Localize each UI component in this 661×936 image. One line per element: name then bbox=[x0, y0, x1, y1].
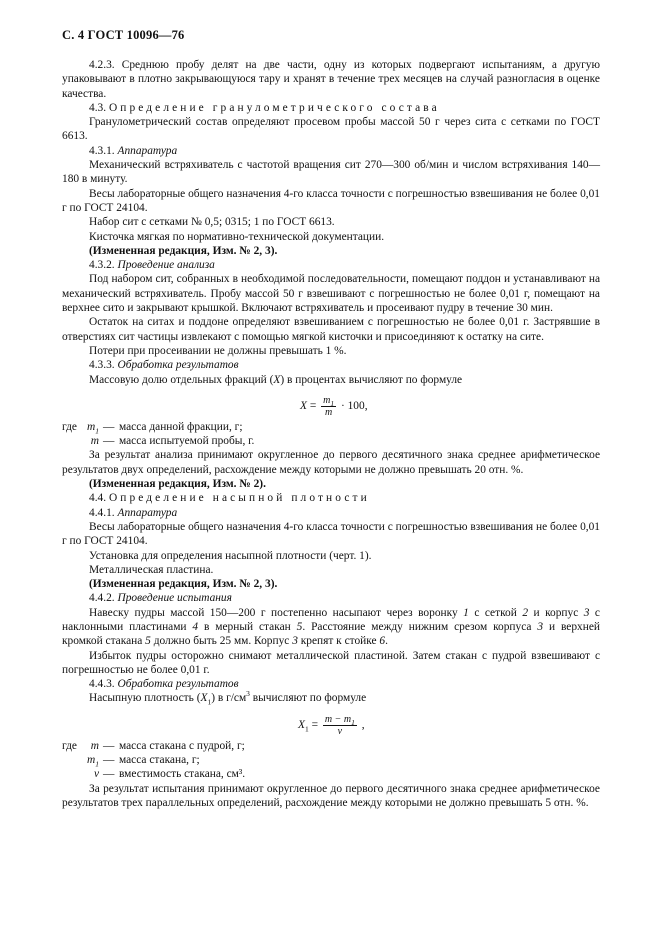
formula-legend bbox=[62, 420, 600, 449]
section-title: Аппаратура bbox=[117, 144, 178, 157]
paragraph: Кисточка мягкая по нормативно-технической документации. bbox=[89, 230, 385, 243]
legend-row bbox=[62, 420, 600, 434]
section-number: 4.4.2. bbox=[89, 592, 115, 605]
text: ) в г/см bbox=[211, 692, 247, 705]
paragraph: Гранулометрический состав определяют просевом пробы массой 50 г через сита с сетками по ГОСТ 6613. bbox=[62, 116, 600, 143]
legend-subscript: 1 bbox=[95, 759, 99, 769]
subsection-4-3-3-heading bbox=[62, 358, 600, 372]
text: с сеткой bbox=[468, 606, 523, 619]
legend-symbol: m bbox=[90, 435, 99, 448]
subsection-4-4-1-heading bbox=[62, 506, 600, 520]
legend-lead: где bbox=[62, 420, 77, 433]
numerator-symbol: m bbox=[323, 394, 331, 406]
legend-row bbox=[62, 753, 600, 767]
paragraph: Набор сит с сетками № 0,5; 0315; 1 по ГОСТ 6613. bbox=[89, 216, 335, 229]
paragraph: Весы лабораторные общего назначения 4-го класса точности с погрешностью взвешивания не более 0,01 г по ГОСТ 24104. bbox=[62, 187, 600, 214]
formula-tail: , bbox=[361, 718, 365, 731]
section-title: Аппаратура bbox=[117, 506, 178, 519]
paragraph: Механический встряхиватель с частотой вращения сит 270—300 об/мин и числом встряхивания 140—180 в минуту. bbox=[62, 159, 600, 186]
paragraph bbox=[62, 691, 600, 705]
paragraph: За результат испытания принимают округленное до первого десятичного знака среднее арифметическое результатов трех параллельных определений, расхождение между которыми не должно превышать 5 отн. %. bbox=[62, 782, 600, 809]
text: в мерный стакан bbox=[198, 620, 297, 633]
figure-reference-number: 6 bbox=[379, 635, 386, 648]
section-number: 4.3. bbox=[89, 101, 107, 114]
figure-reference-number: 5 bbox=[145, 635, 151, 648]
legend-text: масса данной фракции, г; bbox=[119, 420, 243, 433]
edition-note: (Измененная редакция, Изм. № 2). bbox=[89, 478, 266, 491]
text: Навеску пудры массой 150—200 г постепенно насыпают через воронку bbox=[89, 606, 464, 619]
formula-equals: = bbox=[311, 718, 319, 731]
fraction-numerator bbox=[323, 714, 357, 726]
section-number: 4.4. bbox=[89, 492, 107, 505]
document-body bbox=[62, 58, 600, 810]
text: Массовую долю отдельных фракций ( bbox=[89, 373, 274, 386]
fraction-denominator: v bbox=[337, 725, 343, 737]
text: Насыпную плотность ( bbox=[89, 692, 201, 705]
section-number: 4.4.3. bbox=[89, 678, 115, 691]
edition-note: (Измененная редакция, Изм. № 2, 3). bbox=[89, 244, 278, 257]
legend-dash: — bbox=[103, 754, 115, 767]
numerator-symbol: m − m bbox=[324, 713, 352, 725]
legend-symbol: v bbox=[93, 768, 99, 781]
section-number: 4.3.3. bbox=[89, 359, 115, 372]
legend-symbol: $m_1$ bbox=[87, 420, 99, 436]
legend-dash: — bbox=[103, 768, 115, 781]
section-title: Проведение анализа bbox=[117, 259, 215, 272]
section-number: 4.3.1. bbox=[89, 144, 115, 157]
formula-lhs-subscript: 1 bbox=[304, 724, 309, 734]
text: . Расстояние между нижним срезом корпуса bbox=[302, 620, 538, 633]
text: крепят к стойке bbox=[297, 635, 380, 648]
legend-row bbox=[62, 739, 600, 753]
subsection-4-3-1-heading bbox=[62, 144, 600, 158]
formula-fraction bbox=[323, 714, 357, 737]
formula-lhs: X bbox=[298, 718, 305, 731]
formula-tail: · 100, bbox=[340, 399, 368, 412]
legend-text: масса испытуемой пробы, г. bbox=[119, 435, 255, 448]
figure-reference-number: 5 bbox=[296, 620, 303, 633]
paragraph: Остаток на ситах и поддоне определяют взвешиванием с погрешностью не более 0,01 г. Застрявшие в отверстиях сит частицы извлекают с помощью мягкой кисточки и присоединяют к остатку на сите. bbox=[62, 316, 600, 343]
formula-content bbox=[300, 395, 368, 418]
paragraph bbox=[62, 373, 600, 387]
legend-text: масса стакана с пудрой, г; bbox=[119, 739, 245, 752]
legend-lead: где bbox=[62, 739, 77, 752]
paragraph: Избыток пудры осторожно снимают металлической пластиной. Затем стакан с пудрой взвешивают с погрешностью не более 0,01 г. bbox=[62, 649, 600, 676]
figure-reference-number: 2 bbox=[522, 606, 529, 619]
text: . bbox=[385, 635, 388, 648]
variable: X bbox=[273, 373, 281, 386]
legend-symbol: m bbox=[90, 739, 99, 752]
paragraph: За результат анализа принимают округленное до первого десятичного знака среднее арифметическое результатов двух определений, расхождение между которыми не должно превышать 20 отн. %. bbox=[62, 449, 600, 476]
formula-fraction-x bbox=[62, 387, 600, 420]
section-title: Обработка результатов bbox=[117, 359, 239, 372]
section-title: Определение гранулометрического состава bbox=[108, 101, 440, 114]
formula-bulk-density bbox=[62, 706, 600, 739]
legend-dash: — bbox=[103, 739, 115, 752]
legend-symbol: $m_1$ bbox=[87, 754, 99, 769]
text: и корпус bbox=[528, 606, 584, 619]
formula-lhs: X bbox=[300, 399, 307, 412]
figure-reference-number: 1 bbox=[463, 606, 469, 619]
paragraph: Под набором сит, собранных в необходимой последовательности, помещают поддон и устанавливают на механический встряхиватель. Пробу массой 50 г взвешивают с погрешностью не более 0,01 г, помещают на верхнее сито и закрывают крышкой. Включают встряхиватель и просеивают пудру в течение 30 мин. bbox=[62, 273, 600, 315]
legend-subscript: 1 bbox=[95, 426, 99, 436]
paragraph-4-2-3: 4.2.3. Среднюю пробу делят на две части, одну из которых подвергают испытаниям, а другую упаковывают в плотно закрывающуюся тару и хранят в течение трех месяцев на случай разногласия в оценке качества. bbox=[62, 59, 600, 100]
edition-note: (Измененная редакция, Изм. № 2, 3). bbox=[89, 578, 278, 591]
figure-reference-number: 3 bbox=[537, 620, 544, 633]
section-number: 4.4.1. bbox=[89, 506, 115, 519]
formula-content bbox=[298, 714, 365, 737]
section-title: Обработка результатов bbox=[117, 678, 239, 691]
text: ) в процентах вычисляют по формуле bbox=[280, 373, 463, 386]
subsection-4-4-2-heading bbox=[62, 591, 600, 605]
figure-reference-number: 3 bbox=[583, 606, 590, 619]
section-number: 4.3.2. bbox=[89, 259, 115, 272]
page-header: С. 4 ГОСТ 10096—76 bbox=[62, 28, 185, 42]
section-4-4-heading bbox=[62, 491, 600, 505]
fraction-denominator: m bbox=[325, 406, 333, 418]
legend-row bbox=[62, 767, 600, 781]
subsection-4-4-3-heading bbox=[62, 677, 600, 691]
variable-subscript: 1 bbox=[207, 697, 212, 707]
paragraph: Установка для определения насыпной плотности (черт. 1). bbox=[89, 549, 372, 562]
formula-legend bbox=[62, 739, 600, 782]
variable: X bbox=[200, 692, 208, 705]
figure-reference-number: 4 bbox=[192, 620, 199, 633]
legend-text: масса стакана, г; bbox=[119, 754, 200, 767]
paragraph: Металлическая пластина. bbox=[89, 563, 214, 576]
text: вычисляют по формуле bbox=[249, 692, 367, 705]
numerator-subscript: 1 bbox=[351, 717, 355, 727]
figure-reference-number: 3 bbox=[292, 635, 298, 648]
paragraph-procedure bbox=[62, 606, 600, 649]
legend-dash: — bbox=[103, 420, 115, 433]
text: и верхней кромкой стакана bbox=[62, 620, 600, 648]
legend-row bbox=[62, 434, 600, 448]
text: с наклонными пластинами bbox=[62, 606, 600, 633]
section-title: Проведение испытания bbox=[117, 592, 232, 605]
unit-superscript: 3 bbox=[246, 689, 250, 699]
paragraph: Потери при просеивании не должны превышать 1 %. bbox=[89, 344, 347, 357]
legend-text: вместимость стакана, см³. bbox=[119, 768, 246, 781]
section-title: Определение насыпной плотности bbox=[108, 492, 370, 505]
formula-fraction bbox=[321, 395, 336, 418]
legend-dash: — bbox=[103, 435, 115, 448]
fraction-numerator bbox=[321, 395, 336, 407]
subsection-4-3-2-heading bbox=[62, 258, 600, 272]
numerator-subscript: 1 bbox=[330, 398, 335, 408]
paragraph: Весы лабораторные общего назначения 4-го класса точности с погрешностью взвешивания не более 0,01 г по ГОСТ 24104. bbox=[62, 520, 600, 548]
section-4-3-heading bbox=[62, 101, 600, 115]
formula-equals: = bbox=[309, 399, 317, 412]
text: должно быть 25 мм. Корпус bbox=[150, 635, 293, 648]
